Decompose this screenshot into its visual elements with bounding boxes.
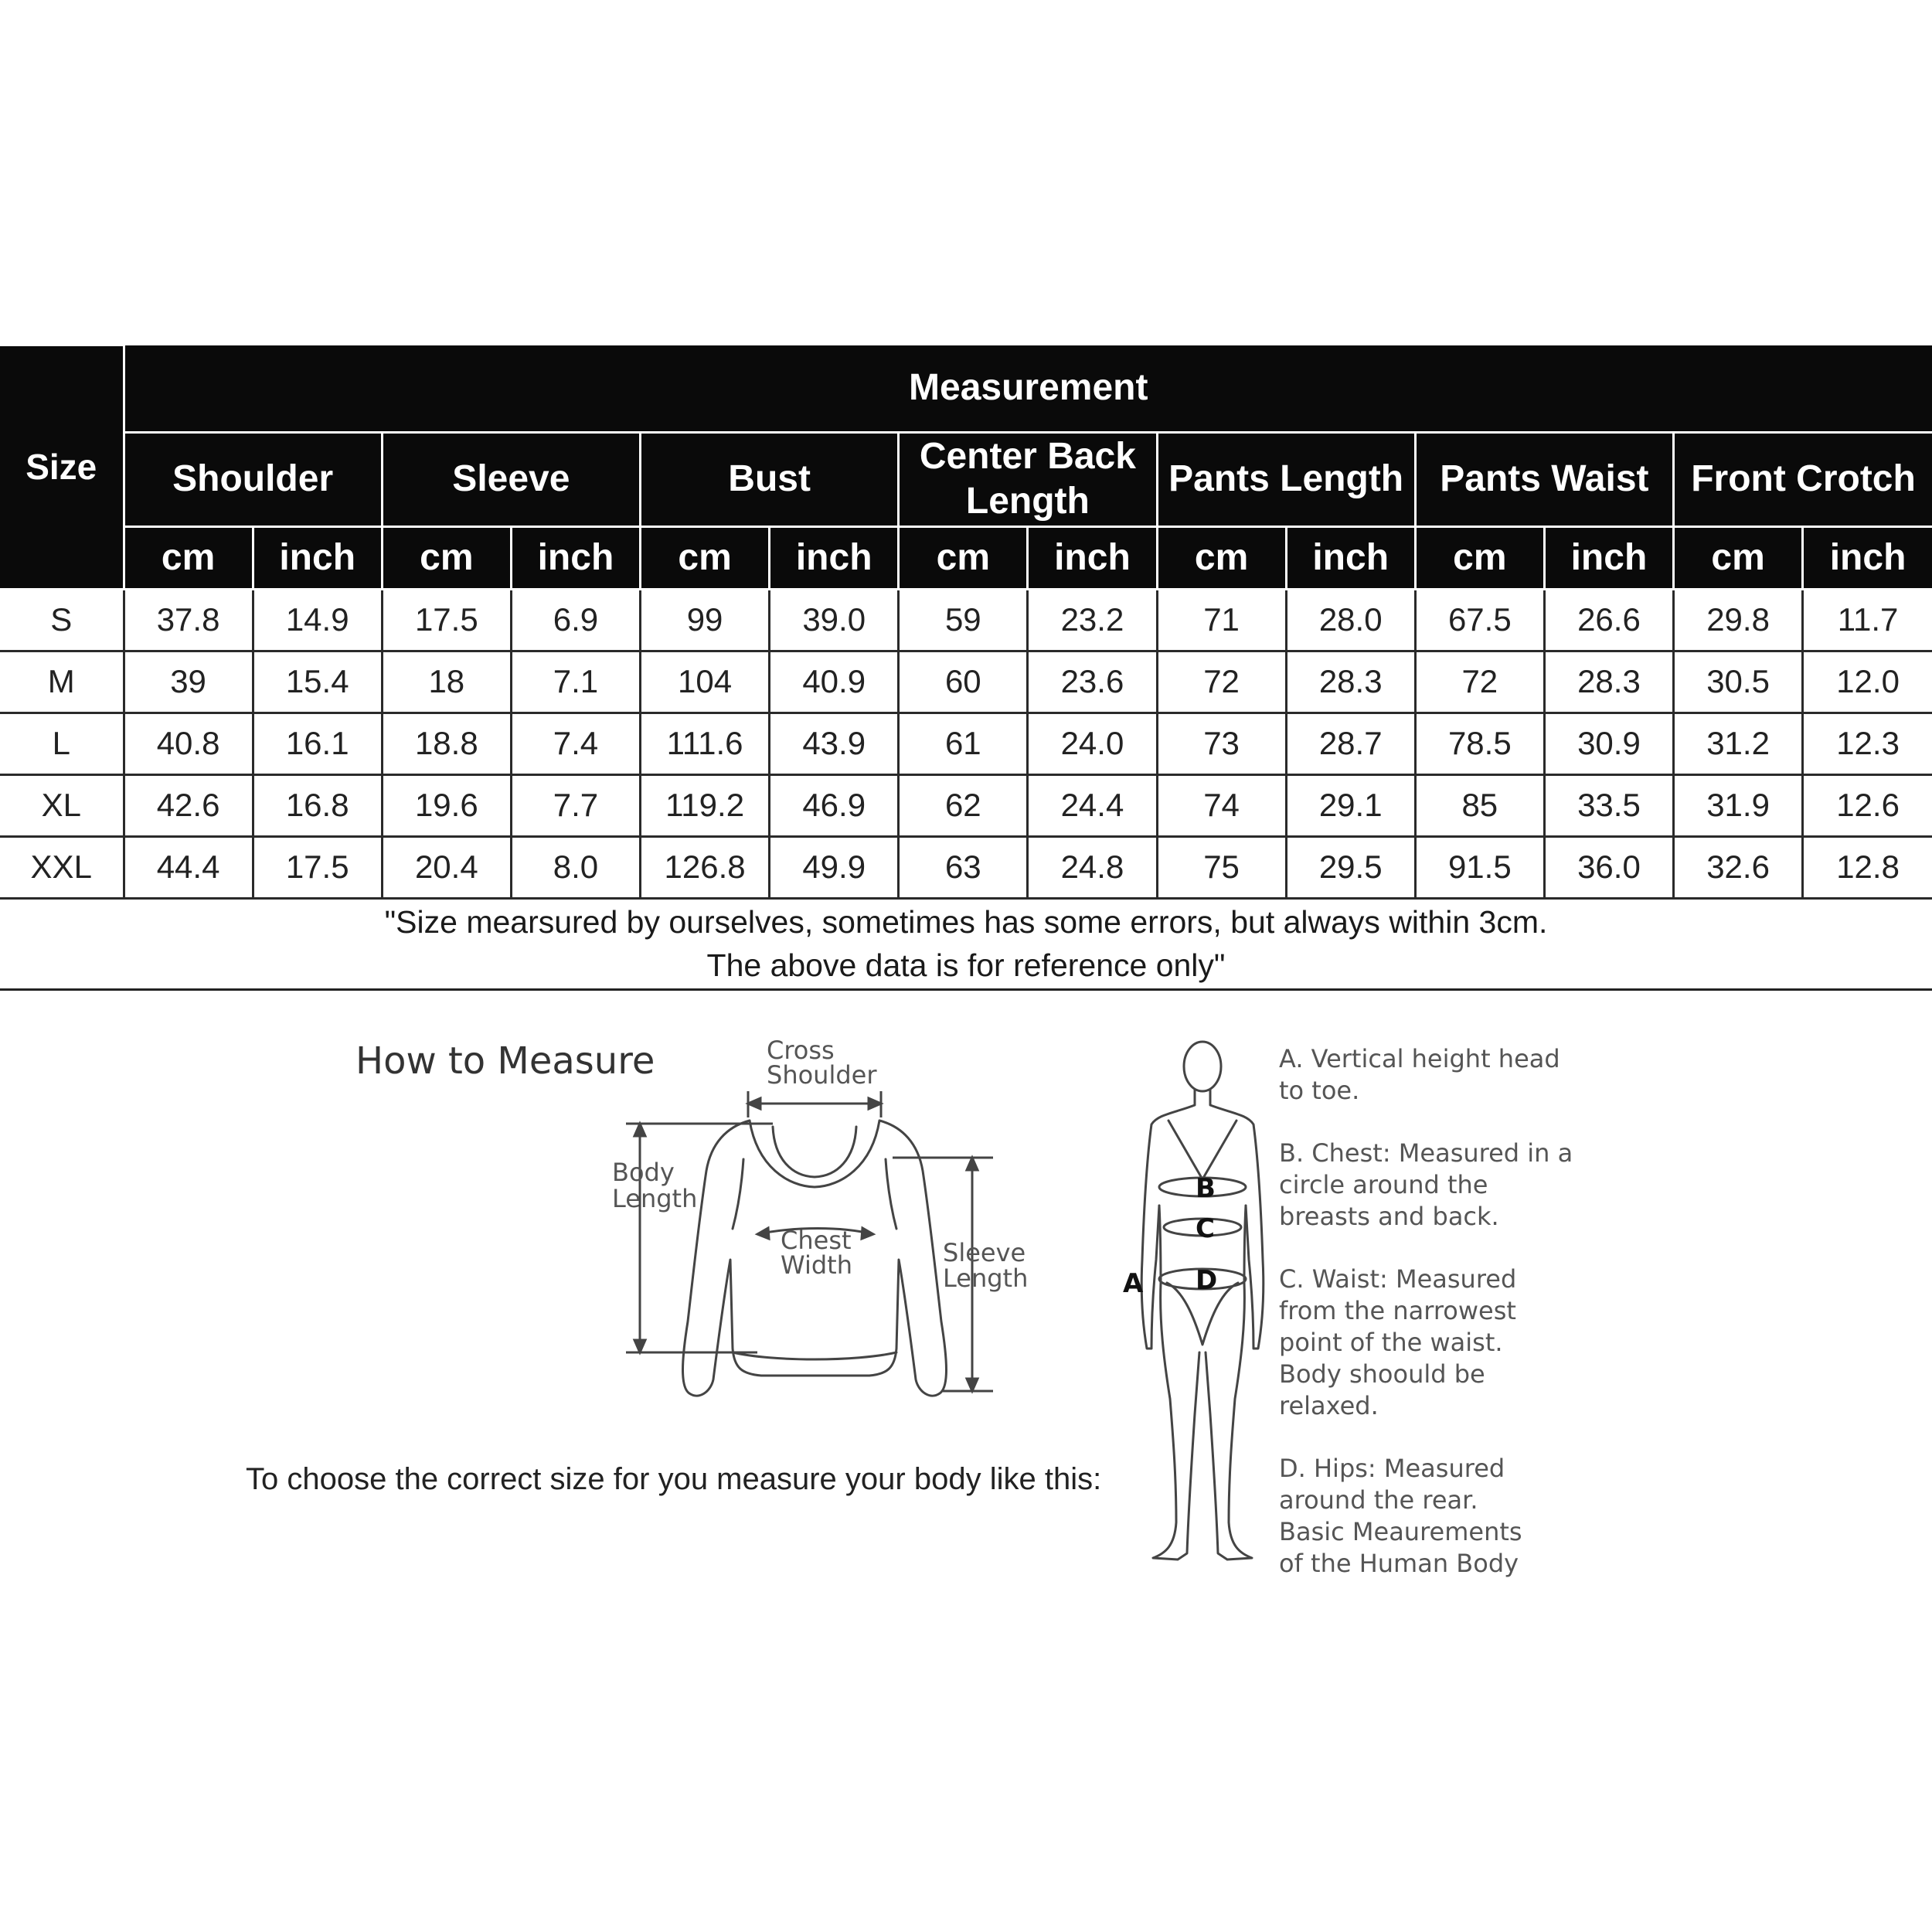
table-cell: 60 bbox=[899, 651, 1028, 713]
table-cell: 111.6 bbox=[641, 713, 770, 774]
cross-label: Cross bbox=[767, 1036, 835, 1065]
table-cell: 104 bbox=[641, 651, 770, 713]
group-header-sleeve: Sleeve bbox=[382, 432, 640, 526]
unit-header-cm: cm bbox=[1415, 526, 1544, 589]
table-cell: 12.0 bbox=[1803, 651, 1932, 713]
table-cell: 61 bbox=[899, 713, 1028, 774]
table-cell: 43.9 bbox=[770, 713, 899, 774]
table-cell: 31.9 bbox=[1674, 774, 1803, 836]
group-header-shoulder: Shoulder bbox=[124, 432, 382, 526]
human-figure-icon bbox=[1141, 1042, 1264, 1560]
unit-header-inch: inch bbox=[1544, 526, 1673, 589]
waist-marker-c: C bbox=[1196, 1213, 1215, 1244]
table-row bbox=[0, 774, 1932, 836]
table-cell: 20.4 bbox=[382, 836, 511, 898]
measurement-legend bbox=[1279, 1043, 1604, 1611]
table-cell: 36.0 bbox=[1544, 836, 1673, 898]
table-cell: 16.8 bbox=[253, 774, 382, 836]
unit-header-cm: cm bbox=[899, 526, 1028, 589]
table-cell: 6.9 bbox=[511, 589, 640, 651]
table-cell: 17.5 bbox=[382, 589, 511, 651]
table-cell: 12.6 bbox=[1803, 774, 1932, 836]
table-cell: 72 bbox=[1157, 651, 1286, 713]
table-cell: 63 bbox=[899, 836, 1028, 898]
table-cell: 62 bbox=[899, 774, 1028, 836]
table-cell: 29.8 bbox=[1674, 589, 1803, 651]
table-cell: 7.1 bbox=[511, 651, 640, 713]
legend-item-hips: D. Hips: Measured around the rear. Basic Meaurements of the Human Body bbox=[1279, 1454, 1522, 1578]
table-cell: 30.9 bbox=[1544, 713, 1673, 774]
chest-label: Chest bbox=[781, 1226, 852, 1255]
measurement-header: Measurement bbox=[124, 345, 1932, 433]
table-cell: 67.5 bbox=[1415, 589, 1544, 651]
table-cell: 24.0 bbox=[1028, 713, 1157, 774]
size-cell: S bbox=[0, 589, 124, 651]
table-row bbox=[0, 651, 1932, 713]
table-cell: 23.6 bbox=[1028, 651, 1157, 713]
unit-header-cm: cm bbox=[1157, 526, 1286, 589]
unit-header-inch: inch bbox=[1028, 526, 1157, 589]
size-cell: L bbox=[0, 713, 124, 774]
table-cell: 73 bbox=[1157, 713, 1286, 774]
table-cell: 7.4 bbox=[511, 713, 640, 774]
table-cell: 39.0 bbox=[770, 589, 899, 651]
chest-marker-b: B bbox=[1196, 1173, 1216, 1204]
sleeve-label: Sleeve bbox=[943, 1238, 1026, 1267]
sleeve-length-label: Length bbox=[943, 1264, 1029, 1293]
cross-shoulder-arrow-icon bbox=[748, 1091, 881, 1117]
unit-row bbox=[0, 526, 1932, 589]
table-cell: 29.5 bbox=[1286, 836, 1415, 898]
table-cell: 18.8 bbox=[382, 713, 511, 774]
table-cell: 72 bbox=[1415, 651, 1544, 713]
table-cell: 46.9 bbox=[770, 774, 899, 836]
height-marker-a: A bbox=[1123, 1268, 1144, 1299]
table-cell: 37.8 bbox=[124, 589, 253, 651]
table-cell: 39 bbox=[124, 651, 253, 713]
table-cell: 28.0 bbox=[1286, 589, 1415, 651]
table-cell: 15.4 bbox=[253, 651, 382, 713]
table-cell: 59 bbox=[899, 589, 1028, 651]
table-cell: 126.8 bbox=[641, 836, 770, 898]
table-cell: 29.1 bbox=[1286, 774, 1415, 836]
size-cell: XL bbox=[0, 774, 124, 836]
disclaimer-line-2: The above data is for reference only" bbox=[706, 947, 1226, 983]
unit-header-inch: inch bbox=[1803, 526, 1932, 589]
size-cell: M bbox=[0, 651, 124, 713]
table-cell: 71 bbox=[1157, 589, 1286, 651]
table-cell: 40.9 bbox=[770, 651, 899, 713]
chest-width-label: Width bbox=[781, 1250, 852, 1280]
unit-header-cm: cm bbox=[641, 526, 770, 589]
size-table-body bbox=[0, 589, 1932, 898]
table-cell: 14.9 bbox=[253, 589, 382, 651]
table-cell: 31.2 bbox=[1674, 713, 1803, 774]
disclaimer-line-1: "Size mearsured by ourselves, sometimes has some errors, but always within 3cm. bbox=[384, 904, 1548, 940]
measurement-group-row bbox=[0, 432, 1932, 526]
unit-header-cm: cm bbox=[124, 526, 253, 589]
table-cell: 32.6 bbox=[1674, 836, 1803, 898]
human-body-diagram bbox=[1097, 1028, 1291, 1584]
body-label: Body bbox=[612, 1158, 675, 1187]
unit-header-inch: inch bbox=[770, 526, 899, 589]
table-cell: 85 bbox=[1415, 774, 1544, 836]
table-cell: 75 bbox=[1157, 836, 1286, 898]
group-header-pants-waist: Pants Waist bbox=[1415, 432, 1673, 526]
unit-header-cm: cm bbox=[382, 526, 511, 589]
table-cell: 18 bbox=[382, 651, 511, 713]
table-cell: 91.5 bbox=[1415, 836, 1544, 898]
shoulder-label: Shoulder bbox=[767, 1060, 877, 1090]
table-cell: 78.5 bbox=[1415, 713, 1544, 774]
legend-item-waist: C. Waist: Measured from the narrowest point of the waist. Body shoould be relaxed. bbox=[1279, 1264, 1517, 1420]
table-cell: 24.8 bbox=[1028, 836, 1157, 898]
group-header-front-crotch: Front Crotch bbox=[1674, 432, 1932, 526]
size-chart-table bbox=[0, 344, 1932, 900]
table-cell: 42.6 bbox=[124, 774, 253, 836]
body-length-label: Length bbox=[612, 1184, 698, 1213]
table-cell: 49.9 bbox=[770, 836, 899, 898]
table-cell: 28.7 bbox=[1286, 713, 1415, 774]
legend-item-chest: B. Chest: Measured in a circle around the breasts and back. bbox=[1279, 1138, 1573, 1231]
unit-header-inch: inch bbox=[1286, 526, 1415, 589]
table-cell: 26.6 bbox=[1544, 589, 1673, 651]
unit-header-inch: inch bbox=[253, 526, 382, 589]
how-to-measure-title: How to Measure bbox=[355, 1039, 655, 1083]
table-cell: 74 bbox=[1157, 774, 1286, 836]
table-cell: 16.1 bbox=[253, 713, 382, 774]
table-cell: 28.3 bbox=[1544, 651, 1673, 713]
table-cell: 12.8 bbox=[1803, 836, 1932, 898]
table-cell: 19.6 bbox=[382, 774, 511, 836]
size-disclaimer bbox=[0, 900, 1932, 991]
table-row bbox=[0, 836, 1932, 898]
garment-measure-diagram bbox=[595, 1028, 1059, 1414]
table-cell: 8.0 bbox=[511, 836, 640, 898]
table-cell: 44.4 bbox=[124, 836, 253, 898]
table-cell: 30.5 bbox=[1674, 651, 1803, 713]
table-cell: 24.4 bbox=[1028, 774, 1157, 836]
legend-item-height: A. Vertical height head to toe. bbox=[1279, 1044, 1560, 1105]
table-cell: 12.3 bbox=[1803, 713, 1932, 774]
table-cell: 119.2 bbox=[641, 774, 770, 836]
table-cell: 11.7 bbox=[1803, 589, 1932, 651]
unit-header-cm: cm bbox=[1674, 526, 1803, 589]
table-row bbox=[0, 589, 1932, 651]
group-header-center-back-length: Center Back Length bbox=[899, 432, 1157, 526]
table-cell: 17.5 bbox=[253, 836, 382, 898]
table-cell: 28.3 bbox=[1286, 651, 1415, 713]
unit-header-inch: inch bbox=[511, 526, 640, 589]
hip-marker-d: D bbox=[1196, 1265, 1218, 1296]
table-cell: 7.7 bbox=[511, 774, 640, 836]
size-column-header: Size bbox=[0, 345, 124, 590]
group-header-bust: Bust bbox=[641, 432, 899, 526]
group-header-pants-length: Pants Length bbox=[1157, 432, 1415, 526]
table-row bbox=[0, 713, 1932, 774]
table-cell: 23.2 bbox=[1028, 589, 1157, 651]
measure-instructions: To choose the correct size for you measure your body like this: bbox=[246, 1462, 1102, 1496]
table-cell: 33.5 bbox=[1544, 774, 1673, 836]
table-cell: 40.8 bbox=[124, 713, 253, 774]
table-cell: 99 bbox=[641, 589, 770, 651]
size-cell: XXL bbox=[0, 836, 124, 898]
